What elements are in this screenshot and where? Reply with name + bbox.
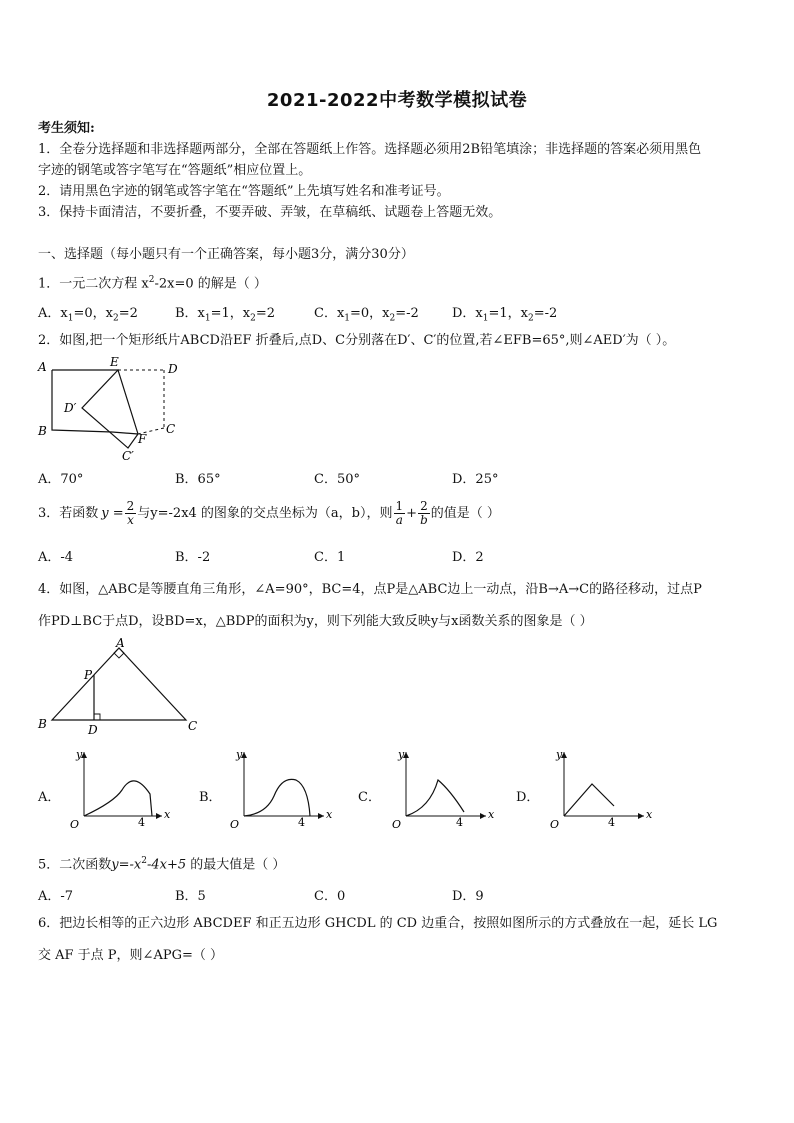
q2-label-c-prime: C′	[122, 449, 134, 463]
question-2-stem: 2．如图,把一个矩形纸片ABCD沿EF 折叠后,点D、C分别落在D′、C′的位置,若∠EFB=65°,则∠AED′为（ ）。	[38, 333, 676, 348]
svg-text:4: 4	[298, 816, 305, 829]
svg-text:O: O	[392, 818, 402, 830]
svg-text:y: y	[398, 748, 405, 761]
q3-option-c[interactable]: C．1	[314, 550, 346, 565]
q1-option-d[interactable]: D．$x_1=1$，$x_2=-2$	[452, 306, 558, 324]
notice-heading: 考生须知:	[38, 121, 95, 136]
q2-option-a[interactable]: A．70°	[38, 472, 84, 487]
q4-option-a-graph[interactable]	[62, 744, 172, 830]
q2-label-e: E	[110, 356, 119, 369]
section-heading: 一、选择题（每小题只有一个正确答案，每小题3分，满分30分）	[38, 247, 414, 262]
svg-text:x: x	[488, 808, 495, 821]
notice-item-1: 1．全卷分选择题和非选择题两部分，全部在答题纸上作答。选择题必须用2B铅笔填涂；非选择题的答案必须用黑色	[38, 142, 702, 157]
notice-item-2: 2．请用黑色字迹的钢笔或答字笔在“答题纸”上先填写姓名和准考证号。	[38, 184, 450, 199]
question-1-stem	[38, 272, 267, 292]
q1-stem-part-a: 1．一元二次方程 x	[38, 276, 149, 292]
q2-option-b[interactable]: B．65°	[175, 472, 221, 487]
q3-fraction-2-over-x: $\frac{2}{x}$	[126, 499, 135, 527]
svg-text:O: O	[70, 818, 80, 830]
q1-option-c[interactable]: C．$x_1=0$，$x_2=-2$	[314, 306, 419, 324]
q3-option-d[interactable]: D．2	[452, 550, 484, 565]
q2-option-d[interactable]: D．25°	[452, 472, 499, 487]
q2-rectangle-fold-figure	[34, 356, 184, 466]
q1-stem-part-b: -2x=0 的解是（ ）	[154, 276, 267, 292]
svg-text:x: x	[164, 808, 171, 821]
q3-option-a[interactable]: A．-4	[38, 550, 74, 565]
question-6-line-2: 交 AF 于点 P，则∠APG=（ ）	[38, 948, 223, 963]
q4-option-a-label[interactable]: A．	[38, 790, 61, 805]
exam-title: 2021-2022中考数学模拟试卷	[266, 90, 528, 111]
q3-fraction-2-over-b: $\frac{2}{b}$	[420, 499, 428, 527]
question-3-stem: 3．若函数 y = $\frac{2}{x}$ 与y=-2x4 的图象的交点坐标为（a，b），则 $\frac{1}{a}$ + $\frac{2}{b}$ 的值是（ ）	[38, 499, 500, 527]
q2-label-b: B	[38, 424, 47, 438]
q4-label-c: C	[188, 719, 198, 733]
q4-label-p: P	[84, 668, 93, 682]
q3-fraction-1-over-a: $\frac{1}{a}$	[395, 499, 404, 527]
q4-option-b-label[interactable]: B．	[199, 790, 222, 805]
svg-text:y: y	[556, 748, 563, 761]
q2-label-d-prime: D′	[64, 401, 77, 415]
q4-option-c-graph[interactable]	[384, 744, 496, 830]
question-4-line-2: 作PD⊥BC于点D，设BD=x，△BDP的面积为y，则下列能大致反映y与x函数关系的图象是（ ）	[38, 614, 593, 629]
q1-option-a[interactable]: A．$x_1=0$，$x_2=2$	[38, 306, 138, 324]
q2-label-a: A	[38, 360, 47, 374]
q4-option-c-label[interactable]: C．	[358, 790, 381, 805]
q5-option-b[interactable]: B．5	[175, 889, 206, 904]
svg-text:4: 4	[608, 816, 615, 829]
question-6-line-1: 6．把边长相等的正六边形 ABCDEF 和正五边形 GHCDL 的 CD 边重合，按照如图所示的方式叠放在一起，延长 LG	[38, 916, 718, 931]
svg-text:4: 4	[138, 816, 145, 829]
notice-item-1-cont: 字迹的钢笔或答字笔写在“答题纸”相应位置上。	[38, 163, 312, 178]
svg-text:y: y	[76, 748, 83, 761]
svg-text:4: 4	[456, 816, 463, 829]
question-5-stem: 5．二次函数$y=-x^2-4x+5$ 的最大值是（ ）	[38, 856, 286, 873]
q5-option-d[interactable]: D．9	[452, 889, 484, 904]
q2-label-f: F	[138, 432, 147, 446]
notice-item-3: 3．保持卡面清洁，不要折叠，不要弄破、弄皱，在草稿纸、试题卷上答题无效。	[38, 205, 502, 220]
q2-label-c: C	[166, 422, 176, 436]
svg-text:O: O	[550, 818, 560, 830]
question-4-line-1: 4．如图，△ABC是等腰直角三角形，∠A=90°，BC=4，点P是△ABC边上一动点，沿B→A→C的路径移动，过点P	[38, 582, 702, 597]
svg-text:x: x	[326, 808, 333, 821]
q1-exponent: 2	[148, 275, 155, 285]
svg-text:O: O	[230, 818, 240, 830]
q4-option-d-label[interactable]: D．	[516, 790, 540, 805]
q3-option-b[interactable]: B．-2	[175, 550, 211, 565]
q4-label-d: D	[88, 723, 98, 736]
q5-option-a[interactable]: A．-7	[38, 889, 74, 904]
q4-label-b: B	[38, 717, 47, 731]
q4-label-a: A	[116, 638, 125, 650]
q2-label-d: D	[168, 362, 178, 376]
svg-text:y: y	[236, 748, 243, 761]
q4-option-d-graph[interactable]	[542, 744, 654, 830]
q4-triangle-figure	[34, 638, 204, 736]
q5-option-c[interactable]: C．0	[314, 889, 346, 904]
q2-option-c[interactable]: C．50°	[314, 472, 360, 487]
q4-option-b-graph[interactable]	[222, 744, 334, 830]
svg-text:x: x	[646, 808, 653, 821]
q1-option-b[interactable]: B．$x_1=1$，$x_2=2$	[175, 306, 276, 324]
